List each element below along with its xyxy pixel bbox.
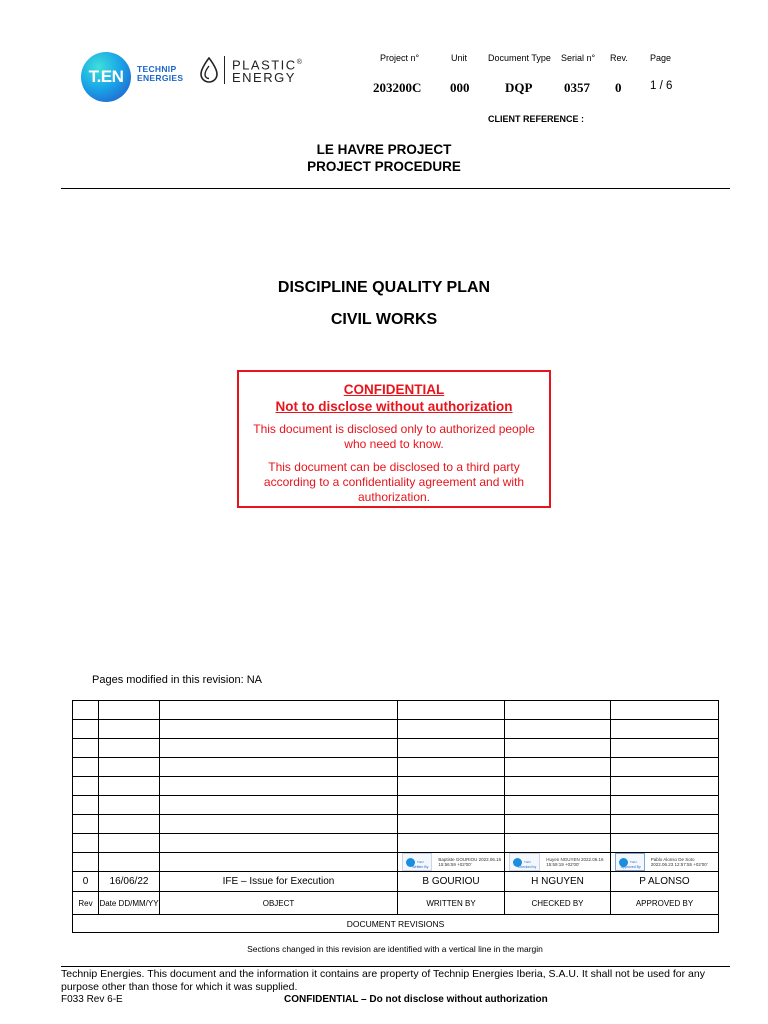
document-type-label: Document Type bbox=[488, 53, 551, 63]
project-number: 203200C bbox=[373, 80, 422, 95]
project-name: LE HAVRE PROJECT bbox=[316, 142, 452, 157]
revision-label: Rev. bbox=[610, 53, 628, 63]
rev-header: Rev bbox=[73, 892, 99, 915]
revision-table bbox=[72, 700, 719, 933]
logo-mark: T.EN bbox=[88, 67, 124, 86]
signature-row bbox=[73, 853, 719, 872]
checked-by-cell: H NGUYEN bbox=[505, 872, 611, 892]
footer-confidential: CONFIDENTIAL – Do not disclose without authorization bbox=[284, 994, 548, 1005]
unit-label: Unit bbox=[451, 53, 468, 63]
object-header: OBJECT bbox=[160, 892, 398, 915]
page-number: 1 / 6 bbox=[650, 80, 673, 92]
confidential-heading: CONFIDENTIAL bbox=[343, 382, 445, 397]
rev-cell: 0 bbox=[73, 872, 99, 892]
table-row bbox=[73, 720, 719, 739]
written-signature: T.EN Written By Baptiste GOURIOU 2022.06.16 15:56:59 +02'00' bbox=[398, 853, 505, 872]
revision-header-row bbox=[73, 892, 719, 915]
logo-divider bbox=[224, 56, 225, 84]
project-procedure: PROJECT PROCEDURE bbox=[307, 159, 461, 174]
plastic-energy-drop-icon bbox=[199, 57, 219, 83]
sections-note: Sections changed in this revision are identified with a vertical line in the margin bbox=[247, 944, 543, 954]
checked-signature: T.EN Checked by Huyen NGUYEN 2022.06.16 15:59:19 +02'00' bbox=[505, 853, 611, 872]
table-row bbox=[73, 834, 719, 853]
project-number-label: Project n° bbox=[380, 53, 420, 63]
footer-divider bbox=[61, 966, 730, 967]
technip-energies-logo bbox=[81, 52, 131, 102]
document-title: DISCIPLINE QUALITY PLAN bbox=[277, 279, 491, 296]
document-revisions-caption: DOCUMENT REVISIONS bbox=[73, 915, 719, 933]
table-row bbox=[73, 777, 719, 796]
pages-modified: Pages modified in this revision: NA bbox=[92, 674, 262, 686]
header-divider bbox=[61, 188, 730, 189]
approved-signature: T.EN Approved By Pablo Alonso De Soto 2022.06.23 12:57:55 +02'00' bbox=[611, 853, 719, 872]
unit-number: 000 bbox=[450, 80, 470, 95]
property-notice: Technip Energies. This document and the information it contains are property of Technip Energies Iberia, S.A.U. It shall not be used for any purpose other than those for which it was supplied. bbox=[61, 968, 705, 993]
date-header: Date DD/MM/YY bbox=[99, 892, 160, 915]
revision-caption-row bbox=[73, 915, 719, 933]
table-row bbox=[73, 796, 719, 815]
table-row bbox=[73, 815, 719, 834]
confidential-notice bbox=[237, 370, 551, 508]
confidential-paragraph-1: This document is disclosed only to authorized people who need to know. bbox=[253, 422, 535, 451]
written-by-cell: B GOURIOU bbox=[398, 872, 505, 892]
checked-by-header: CHECKED BY bbox=[505, 892, 611, 915]
revision-number: 0 bbox=[615, 80, 622, 95]
plastic-energy-wordmark: PLASTIC® ENERGY bbox=[232, 57, 302, 86]
serial-number-label: Serial n° bbox=[561, 53, 596, 63]
document-subtitle: CIVIL WORKS bbox=[330, 311, 438, 328]
approved-by-cell: P ALONSO bbox=[611, 872, 719, 892]
confidential-subheading: Not to disclose without authorization bbox=[275, 399, 513, 414]
document-type: DQP bbox=[505, 80, 533, 95]
form-code: F033 Rev 6-E bbox=[61, 994, 123, 1005]
object-cell: IFE – Issue for Execution bbox=[160, 872, 398, 892]
revision-row bbox=[73, 872, 719, 892]
table-row bbox=[73, 739, 719, 758]
confidential-paragraph-2: This document can be disclosed to a third party according to a confidentiality agreement and with authorization. bbox=[263, 460, 525, 504]
technip-energies-wordmark: TECHNIP ENERGIES bbox=[137, 64, 184, 83]
client-reference: CLIENT REFERENCE : bbox=[488, 114, 585, 124]
date-cell: 16/06/22 bbox=[99, 872, 160, 892]
approved-by-header: APPROVED BY bbox=[611, 892, 719, 915]
table-row bbox=[73, 758, 719, 777]
page-label: Page bbox=[650, 53, 672, 63]
serial-number: 0357 bbox=[564, 80, 590, 95]
table-row bbox=[73, 701, 719, 720]
written-by-header: WRITTEN BY bbox=[398, 892, 505, 915]
